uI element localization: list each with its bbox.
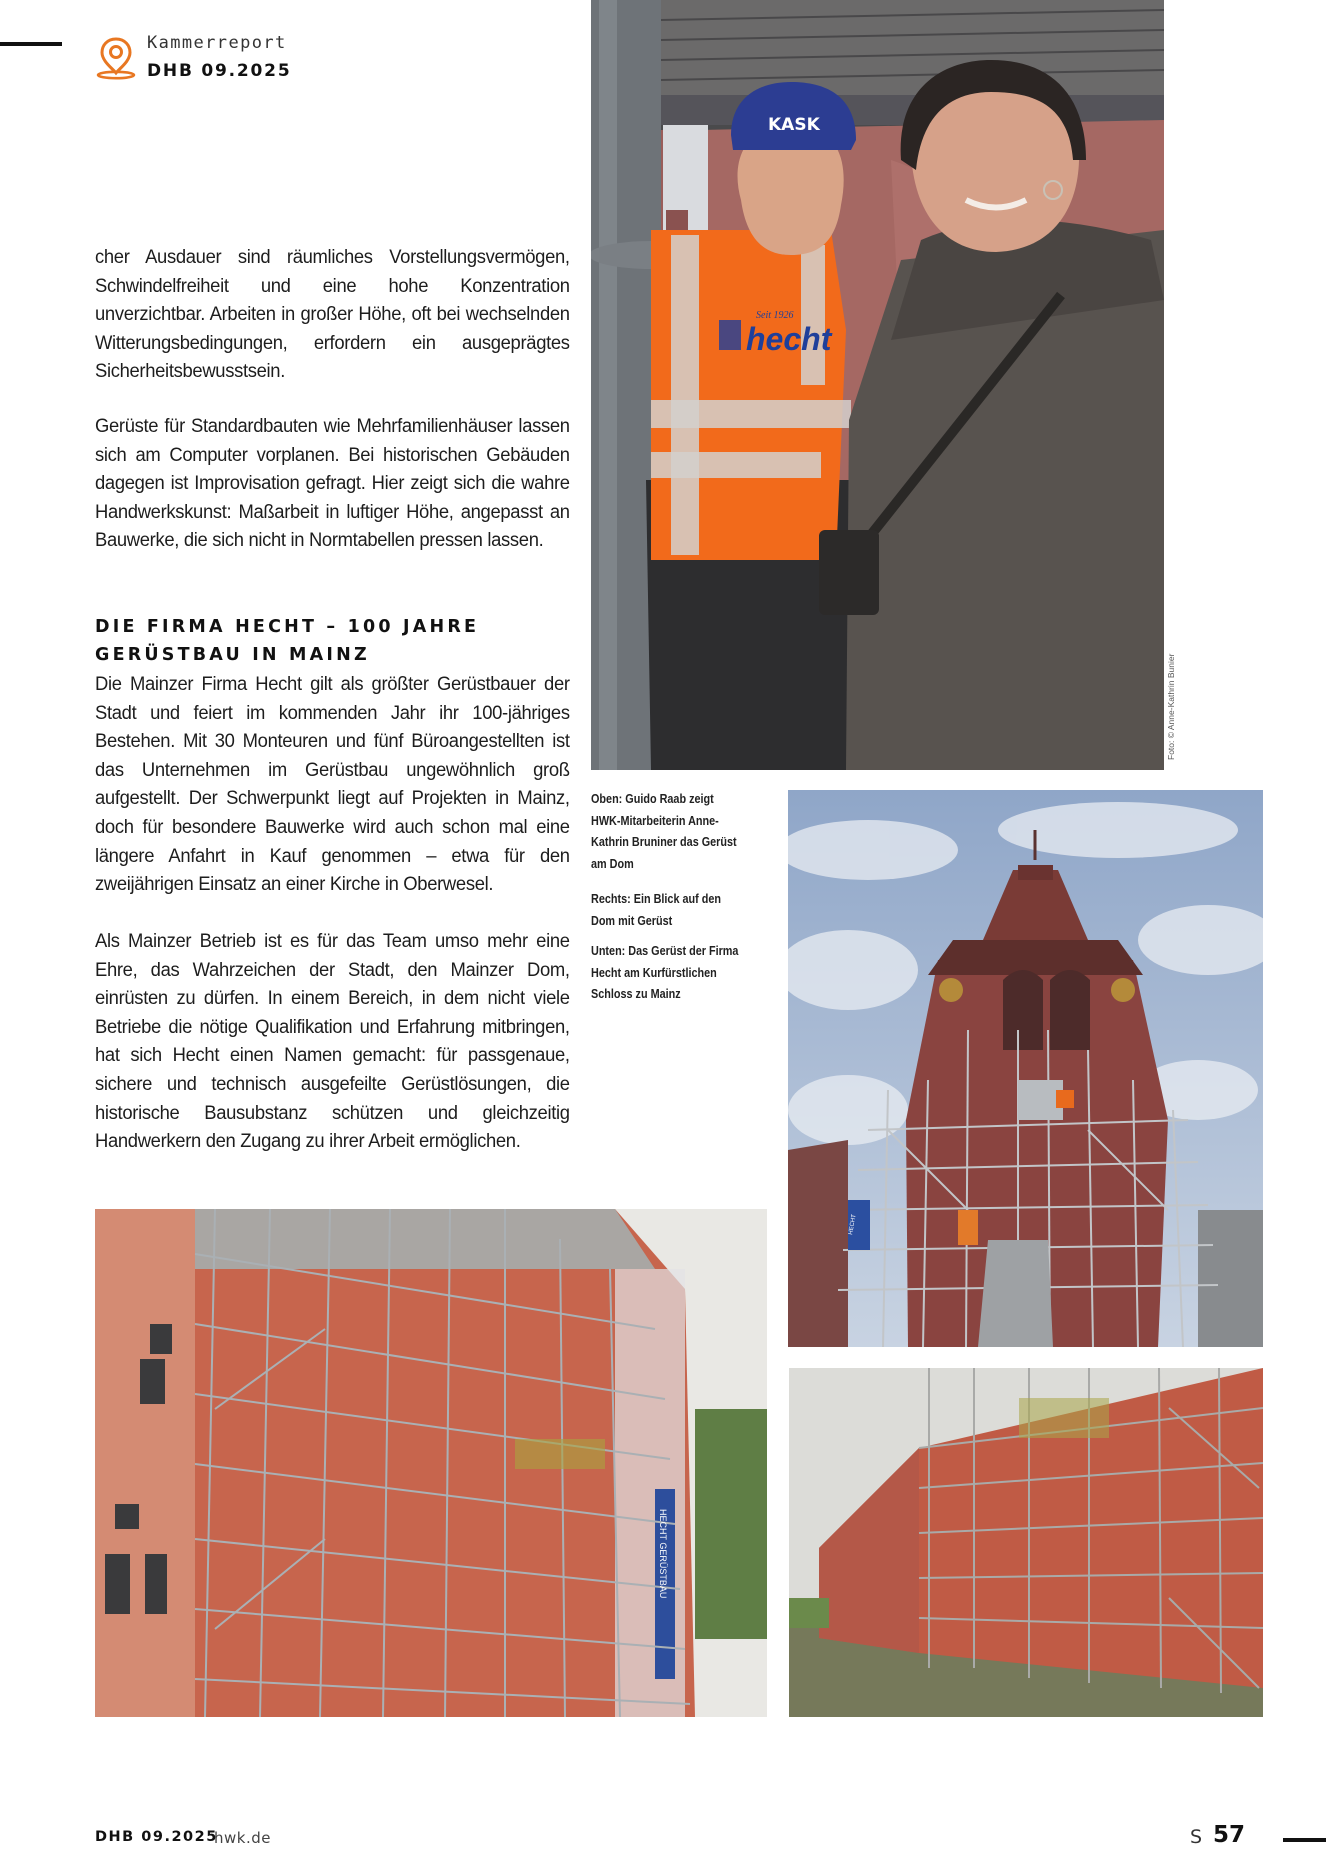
paragraph-4: Als Mainzer Betrieb ist es für das Team umso mehr eine Ehre, das Wahrzeichen der Stadt, den Mainzer Dom, einrüsten zu dürfen. In einem Bereich, in dem nicht viele Betriebe die nötige Qualifikation und Erfahrung mitbringen, hat sich Hecht einen Namen gemacht: für passgenaue, sichere und technisch ausgefeilte Gerüstlösungen, die historische Bausubstanz schützen und gleichzeitig Handwerkern den Zugang zu ihrer Arbeit ermöglichen. bbox=[95, 930, 570, 1153]
location-pin-icon bbox=[95, 36, 137, 80]
photo-mainzer-dom-scaffold bbox=[788, 790, 1263, 1347]
subheading: DIE FIRMA HECHT – 100 JAHRE GERÜSTBAU IN MAINZ bbox=[95, 617, 480, 665]
paragraph-2: Gerüste für Standardbauten wie Mehrfamilienhäuser lassen sich am Computer vorplanen. Bei historischen Gebäuden dagegen ist Improvisation gefragt. Hier zeigt sich die wahre Handwerkskunst: Maßarbeit in luftiger Höhe, angepasst an Bauwerke, die sich nicht in Normtabellen pressen lassen. bbox=[95, 415, 570, 552]
paragraph-3: Die Mainzer Firma Hecht gilt als größter Gerüstbauer der Stadt und feiert im kommenden Jahr ihr 100-jähriges Bestehen. Mit 30 Monteuren und fünf Büroangestellten ist das Unternehmen im Gerüstbau ungewöhnlich groß aufgestellt. Der Schwerpunkt liegt auf Projekten in Mainz, doch für besondere Bauwerke wird auch schon mal eine längere Anfahrt in Kauf genommen – etwa für den zweijährigen Einsatz an einer Kirche in Oberwesel. bbox=[95, 673, 570, 896]
caption-right: Rechts: Ein Blick auf den Dom mit Gerüst bbox=[591, 892, 721, 928]
section-kicker: Kammerreport bbox=[147, 33, 287, 53]
paragraph-1: cher Ausdauer sind räumliches Vorstellungsvermögen, Schwindelfreiheit und eine hohe Konzentration unverzichtbar. Arbeiten in großer Höhe, oft bei wechselnden Witterungsbedingungen, erfordern ein ausgeprägtes Sicherheitsbewusstsein. bbox=[95, 246, 570, 383]
issue-label: DHB 09.2025 bbox=[147, 61, 292, 81]
caption-top: Oben: Guido Raab zeigt HWK-Mitarbeiterin Anne-Kathrin Bruniner das Gerüst am Dom bbox=[591, 792, 737, 871]
footer-rule bbox=[1283, 1838, 1326, 1842]
page-number: 57 bbox=[1213, 1822, 1246, 1848]
header-rule bbox=[0, 42, 62, 46]
footer-issue: DHB 09.2025 bbox=[95, 1829, 218, 1845]
photo-guido-raab-selfie bbox=[591, 0, 1164, 770]
photo-credit: Foto: © Anne-Kathrin Bunier bbox=[1166, 653, 1176, 760]
svg-text:Seit 1926: Seit 1926 bbox=[756, 310, 794, 321]
photo-schloss-scaffold-front bbox=[95, 1209, 767, 1717]
svg-text:HECHT GERÜSTBAU: HECHT GERÜSTBAU bbox=[658, 1509, 668, 1599]
svg-text:hecht: hecht bbox=[746, 321, 832, 357]
footer-site-link[interactable]: hwk.de bbox=[214, 1829, 271, 1847]
svg-text:KASK: KASK bbox=[768, 115, 820, 135]
footer-page-prefix: S bbox=[1190, 1826, 1203, 1848]
photo-schloss-scaffold-side bbox=[789, 1368, 1263, 1717]
svg-text:HECHT: HECHT bbox=[848, 1213, 858, 1236]
caption-bottom: Unten: Das Gerüst der Firma Hecht am Kurfürstlichen Schloss zu Mainz bbox=[591, 944, 739, 1001]
